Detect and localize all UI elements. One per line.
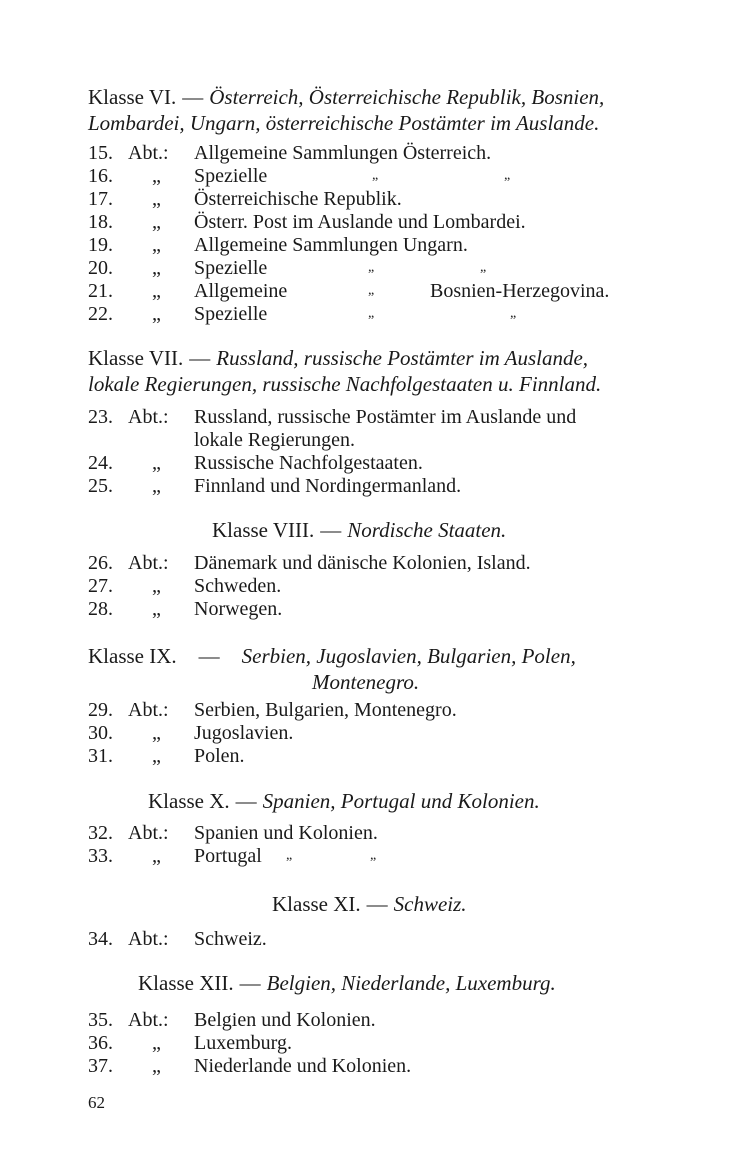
ditto-mark: „ bbox=[152, 280, 161, 302]
section-title-continued: lokale Regierungen, russische Nachfolgestaaten u. Finnland. bbox=[88, 372, 602, 396]
section-heading-ix bbox=[88, 643, 708, 695]
entry-number: 27. bbox=[88, 575, 113, 597]
entry-text: Belgien und Kolonien. bbox=[194, 1009, 376, 1031]
entry-text: Allgemeine Sammlungen Ungarn. bbox=[194, 234, 468, 256]
entry-text: Allgemeine bbox=[194, 280, 288, 302]
entry-text: Spezielle bbox=[194, 165, 268, 187]
entry-text: Portugal bbox=[194, 845, 262, 867]
dash: — bbox=[366, 892, 388, 916]
ditto-mark: „ bbox=[152, 165, 161, 187]
ditto-mark: „ bbox=[152, 303, 161, 325]
ditto-mark: „ bbox=[286, 848, 293, 863]
entry-text: Russische Nachfolgestaaten. bbox=[194, 452, 423, 474]
entry-text: Polen. bbox=[194, 745, 245, 767]
ditto-mark: „ bbox=[368, 283, 375, 298]
ditto-mark: „ bbox=[504, 168, 511, 183]
ditto-mark: „ bbox=[152, 745, 161, 767]
section-title: Serbien, Jugoslavien, Bulgarien, Polen, bbox=[241, 644, 576, 668]
entry-text: Spezielle bbox=[194, 303, 268, 325]
ditto-mark: „ bbox=[152, 1032, 161, 1054]
entry-number: 15. bbox=[88, 142, 113, 164]
entry-number: 33. bbox=[88, 845, 113, 867]
ditto-mark: „ bbox=[152, 575, 161, 597]
section-title: Österreich, Österreichische Republik, Bosnien, bbox=[209, 85, 605, 109]
entry-number: 22. bbox=[88, 303, 113, 325]
class-label: Klasse VIII. bbox=[212, 518, 315, 542]
ditto-mark: „ bbox=[152, 1055, 161, 1077]
abt-label: Abt.: bbox=[128, 142, 169, 164]
ditto-mark: „ bbox=[152, 722, 161, 744]
ditto-mark: „ bbox=[152, 188, 161, 210]
entry-number: 32. bbox=[88, 822, 113, 844]
entry-number: 28. bbox=[88, 598, 113, 620]
class-label: Klasse VI. bbox=[88, 85, 177, 109]
class-label: Klasse XII. bbox=[138, 971, 234, 995]
dash: — bbox=[182, 85, 204, 109]
section-heading-vii bbox=[88, 345, 708, 397]
entry-text: Jugoslavien. bbox=[194, 722, 294, 744]
dash: — bbox=[189, 346, 211, 370]
entry-text: Russland, russische Postämter im Auslande und bbox=[194, 406, 577, 428]
entry-text-continued: lokale Regierungen. bbox=[194, 429, 356, 451]
abt-label: Abt.: bbox=[128, 406, 169, 428]
dash: — bbox=[320, 518, 342, 542]
entry-number: 17. bbox=[88, 188, 113, 210]
entry-number: 34. bbox=[88, 928, 113, 950]
ditto-mark: „ bbox=[152, 211, 161, 233]
entry-number: 23. bbox=[88, 406, 113, 428]
entry-number: 29. bbox=[88, 699, 113, 721]
dash: — bbox=[235, 789, 257, 813]
ditto-mark: „ bbox=[372, 168, 379, 183]
entry-number: 24. bbox=[88, 452, 113, 474]
entry-number: 19. bbox=[88, 234, 113, 256]
ditto-mark: „ bbox=[152, 845, 161, 867]
abt-label: Abt.: bbox=[128, 928, 169, 950]
entry-text: Spezielle bbox=[194, 257, 268, 279]
entry-text: Allgemeine Sammlungen Österreich. bbox=[194, 142, 492, 164]
section-title-continued: Montenegro. bbox=[312, 670, 420, 694]
ditto-mark: „ bbox=[152, 475, 161, 497]
entry-text: Österreichische Republik. bbox=[194, 188, 402, 210]
dash: — bbox=[239, 971, 261, 995]
section-title: Spanien, Portugal und Kolonien. bbox=[262, 789, 540, 813]
entry-text: Serbien, Bulgarien, Montenegro. bbox=[194, 699, 457, 721]
entry-text: Österr. Post im Auslande und Lombardei. bbox=[194, 211, 526, 233]
section-heading-xi bbox=[272, 891, 750, 917]
section-title: Nordische Staaten. bbox=[347, 518, 507, 542]
ditto-mark: „ bbox=[510, 306, 517, 321]
abt-label: Abt.: bbox=[128, 822, 169, 844]
entry-number: 37. bbox=[88, 1055, 113, 1077]
ditto-mark: „ bbox=[152, 257, 161, 279]
section-title: Belgien, Niederlande, Luxemburg. bbox=[266, 971, 556, 995]
ditto-mark: „ bbox=[152, 452, 161, 474]
abt-label: Abt.: bbox=[128, 1009, 169, 1031]
class-label: Klasse X. bbox=[148, 789, 230, 813]
entry-number: 26. bbox=[88, 552, 113, 574]
entry-text: Finnland und Nordingermanland. bbox=[194, 475, 462, 497]
ditto-mark: „ bbox=[480, 260, 487, 275]
entry-number: 35. bbox=[88, 1009, 113, 1031]
section-title-continued: Lombardei, Ungarn, österreichische Postämter im Auslande. bbox=[88, 111, 600, 135]
section-heading-xii bbox=[138, 970, 750, 996]
abt-label: Abt.: bbox=[128, 699, 169, 721]
entry-text: Norwegen. bbox=[194, 598, 283, 620]
entry-text: Dänemark und dänische Kolonien, Island. bbox=[194, 552, 531, 574]
section-heading-viii bbox=[212, 517, 750, 543]
entry-text: Schweden. bbox=[194, 575, 282, 597]
entry-text: Schweiz. bbox=[194, 928, 267, 950]
entry-text-secondary: Bosnien-Herzegovina. bbox=[430, 280, 610, 302]
abt-label: Abt.: bbox=[128, 552, 169, 574]
section-title: Schweiz. bbox=[393, 892, 467, 916]
section-title: Russland, russische Postämter im Auslande, bbox=[216, 346, 589, 370]
entry-text: Spanien und Kolonien. bbox=[194, 822, 378, 844]
section-heading-vi bbox=[88, 84, 708, 136]
entry-number: 18. bbox=[88, 211, 113, 233]
class-label: Klasse IX. bbox=[88, 644, 177, 668]
ditto-mark: „ bbox=[152, 234, 161, 256]
page-number: 62 bbox=[88, 1093, 105, 1112]
dash: — bbox=[198, 644, 220, 668]
class-label: Klasse VII. bbox=[88, 346, 184, 370]
entry-number: 25. bbox=[88, 475, 113, 497]
entry-number: 20. bbox=[88, 257, 113, 279]
ditto-mark: „ bbox=[370, 848, 377, 863]
ditto-mark: „ bbox=[152, 598, 161, 620]
ditto-mark: „ bbox=[368, 306, 375, 321]
entry-text: Luxemburg. bbox=[194, 1032, 292, 1054]
section-heading-x bbox=[148, 788, 750, 814]
entry-number: 30. bbox=[88, 722, 113, 744]
ditto-mark: „ bbox=[368, 260, 375, 275]
entry-text: Niederlande und Kolonien. bbox=[194, 1055, 412, 1077]
entry-number: 36. bbox=[88, 1032, 113, 1054]
class-label: Klasse XI. bbox=[272, 892, 361, 916]
entry-number: 16. bbox=[88, 165, 113, 187]
entry-number: 31. bbox=[88, 745, 113, 767]
entry-number: 21. bbox=[88, 280, 113, 302]
